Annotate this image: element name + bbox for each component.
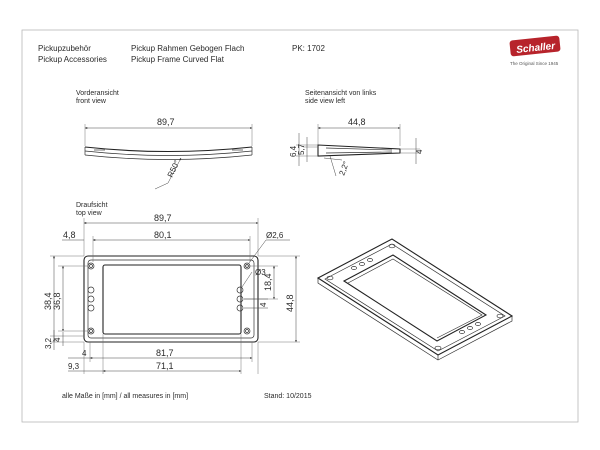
revision-date: Stand: 10/2015: [264, 393, 312, 400]
top-offset-left-dim: 4,8: [63, 230, 76, 240]
front-view-label-en: front view: [76, 98, 106, 105]
top-right-small-dim: 4: [259, 302, 268, 307]
isometric-view: [318, 239, 512, 360]
product-de: Pickup Rahmen Gebogen Flach: [131, 44, 245, 53]
side-view: [289, 90, 424, 177]
top-bottom-b-dim: 71,1: [156, 361, 174, 371]
top-bottom-small-a-dim: 4: [82, 349, 87, 358]
side-height-a: 6,4: [289, 145, 298, 157]
title-block: [38, 44, 325, 64]
product-en: Pickup Frame Curved Flat: [131, 55, 224, 64]
category-en: Pickup Accessories: [38, 55, 107, 64]
top-height-left-inner-dim: 36,8: [52, 292, 62, 310]
top-width-inner-dim: 80,1: [154, 230, 172, 240]
top-view: [43, 202, 300, 374]
top-view-label-en: top view: [76, 210, 102, 217]
units-note: alle Maße in [mm] / all measures in [mm]: [62, 393, 189, 400]
front-width-dim: 89,7: [157, 117, 175, 127]
side-view-label-de: Seitenansicht von links: [305, 90, 377, 97]
adjust-hole-icon: [88, 287, 243, 311]
side-height-b: 5,7: [297, 143, 306, 155]
category-de: Pickupzubehör: [38, 44, 91, 53]
side-height-c: 4: [415, 149, 424, 154]
mounting-hole-icon: [88, 263, 250, 334]
top-frame-opening: [103, 265, 241, 334]
top-bottom-a-dim: 81,7: [156, 348, 174, 358]
brand-tagline: The Original Since 1945: [510, 61, 559, 66]
front-radius-dim: R50°: [165, 158, 182, 179]
top-height-outer-dim: 44,8: [285, 294, 295, 312]
top-left-small-a-dim: 3,2: [44, 337, 53, 349]
side-angle-dim: 2,2°: [337, 160, 351, 177]
top-width-outer-dim: 89,7: [154, 213, 172, 223]
brand-logo-text: Schaller: [515, 40, 556, 56]
top-hole-dia-dim: Ø2,6: [266, 231, 284, 240]
top-small-hole-dim: Ø3: [255, 268, 266, 277]
front-view-label-de: Vorderansicht: [76, 90, 119, 97]
part-number: PK: 1702: [292, 44, 325, 53]
top-bottom-small-b-dim: 9,3: [68, 362, 80, 371]
front-view: [76, 90, 252, 189]
side-view-label-en: side view left: [305, 98, 346, 105]
brand-logo: [509, 35, 560, 66]
top-view-label-de: Draufsicht: [76, 202, 108, 209]
top-height-left-outer-dim: 38,4: [43, 292, 53, 310]
side-width-dim: 44,8: [348, 117, 366, 127]
top-height-inner-dim: 18,4: [263, 273, 273, 291]
sheet-border: [22, 30, 578, 422]
top-frame-outer: [84, 256, 258, 342]
top-left-small-b-dim: 4: [53, 337, 62, 342]
